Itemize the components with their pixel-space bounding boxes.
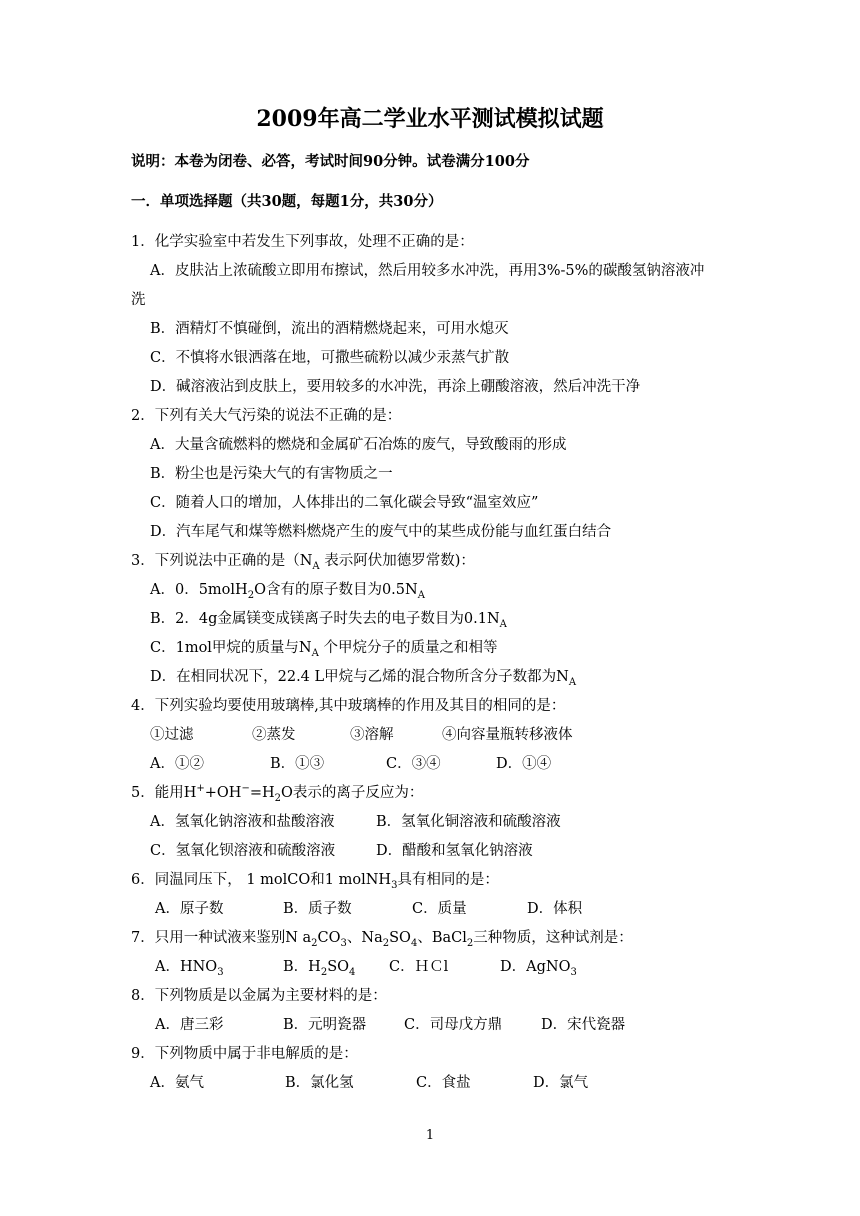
question-4-item-2: ②蒸发: [252, 727, 296, 743]
q7-s5: 2: [466, 937, 474, 949]
question-8-option-d: D．宋代瓷器: [541, 1017, 626, 1033]
q7-a-pre: A．HNO: [155, 959, 218, 975]
q7-s2: 3: [340, 937, 347, 949]
question-2-option-d: D．汽车尾气和煤等燃料燃烧产生的废气中的某些成份能与血红蛋白结合: [150, 524, 612, 540]
q3-stem-pre: 3．下列说法中正确的是（N: [131, 553, 313, 569]
q3-a-sub: 2: [247, 589, 255, 601]
q5-sup-plus: +: [196, 783, 205, 795]
q7-b-sub2: 4: [349, 966, 356, 978]
question-9-option-b: B．氯化氢: [285, 1075, 354, 1091]
q7-d-sub: 3: [570, 966, 577, 978]
q3-a-pre: A．0．5molH: [150, 582, 248, 598]
q7-s4: 4: [410, 937, 418, 949]
question-1-stem: 1．化学实验室中若发生下列事故，处理不正确的是：: [131, 234, 474, 250]
q7-b-pre: B．H: [283, 959, 321, 975]
q3-c-subA: A: [311, 647, 319, 659]
question-2-option-b: B．粉尘也是污染大气的有害物质之一: [150, 466, 393, 482]
q7-b-sub: 2: [320, 966, 328, 978]
question-8-option-c: C．司母戊方鼎: [404, 1017, 503, 1033]
q3-stem-post: 表示阿伏加德罗常数)：: [319, 553, 475, 569]
question-1-option-b: B．酒精灯不慎碰倒，流出的酒精燃烧起来，可用水熄灭: [150, 321, 509, 337]
q3-c-pre: C．1mol甲烷的质量与N: [150, 640, 312, 656]
question-9-stem: 9．下列物质中属于非电解质的是：: [131, 1046, 358, 1062]
question-1-option-c: C．不慎将水银洒落在地，可撒些硫粉以减少汞蒸气扩散: [150, 350, 510, 366]
question-1-option-a: A．皮肤沾上浓硫酸立即用布擦试，然后用较多水冲洗，再用3%-5%的碳酸氢钠溶液冲: [150, 263, 705, 279]
q7-s3: 2: [382, 937, 390, 949]
question-6-option-d: D．体积: [527, 901, 583, 917]
q6-sub: 3: [391, 879, 398, 891]
question-6-option-a: A．原子数: [155, 901, 224, 917]
q3-c-post: 个甲烷分子的质量之和相等: [318, 640, 498, 656]
question-4-option-d: D．①④: [496, 756, 552, 772]
question-4-stem: 4．下列实验均要使用玻璃棒,其中玻璃棒的作用及其目的相同的是：: [131, 698, 566, 714]
question-5-option-a: A．氢氧化钠溶液和盐酸溶液: [150, 814, 335, 830]
question-6-stem: [131, 870, 499, 890]
q5-sub: 2: [274, 792, 282, 804]
question-8-option-a: A．唐三彩: [155, 1017, 224, 1033]
question-9-option-c: C．食盐: [416, 1075, 471, 1091]
q3-sub: A: [312, 560, 320, 572]
question-2-option-c: C．随着人口的增加，人体排出的二氧化碳会导致“温室效应”: [150, 495, 539, 511]
q7-p5: 、BaCl: [417, 930, 467, 946]
question-4-item-1: ①过滤: [150, 727, 194, 743]
q7-p6: 三种物质，这种试剂是：: [473, 930, 633, 946]
question-4-option-c: C．③④: [386, 756, 441, 772]
question-5-option-c: C．氢氧化钡溶液和硫酸溶液: [150, 843, 336, 859]
q7-p3: 、Na: [346, 930, 383, 946]
q5-sup-minus: −: [241, 783, 250, 795]
q7-d-pre: D．AgNO: [500, 959, 571, 975]
question-4-option-a: A．①②: [150, 756, 204, 772]
q3-b-pre: B．2．4g金属镁变成镁离子时失去的电子数目为0.1N: [150, 611, 500, 627]
question-6-option-c: C．质量: [412, 901, 467, 917]
question-3-option-c: [150, 638, 497, 658]
question-6-option-b: B．质子数: [283, 901, 352, 917]
q7-b-post: SO: [327, 959, 350, 975]
question-3-stem: [131, 551, 475, 571]
section-heading: 一．单项选择题（共30题，每题1分，共30分）: [131, 193, 443, 210]
question-4-item-4: ④向容量瓶转移液体: [442, 727, 573, 743]
page-title: 2009年高二学业水平测试模拟试题: [256, 106, 604, 132]
q7-p2: CO: [317, 930, 341, 946]
question-2-stem: 2．下列有关大气污染的说法不正确的是：: [131, 408, 402, 424]
question-7-option-a: [155, 957, 224, 977]
q5-pre: 5．能用H: [131, 785, 197, 801]
q5-mid2: =H: [249, 785, 275, 801]
q7-a-sub: 3: [217, 966, 224, 978]
q6-post: 具有相同的是：: [397, 872, 499, 888]
question-4-option-b: B．①③: [270, 756, 325, 772]
question-9-option-a: A．氨气: [150, 1075, 204, 1091]
q7-p1: 7．只用一种试液来鉴别N a: [131, 930, 312, 946]
question-7-option-b: [283, 957, 355, 977]
q3-b-subA: A: [499, 618, 507, 630]
question-2-option-a: A．大量含硫燃料的燃烧和金属矿石冶炼的废气，导致酸雨的形成: [150, 437, 567, 453]
question-3-option-d: [150, 667, 576, 687]
q6-pre: 6．同温同压下， 1 molCO和1 molNH: [131, 872, 392, 888]
question-3-option-a: [150, 580, 425, 600]
question-7-option-d: [500, 957, 577, 977]
question-9-option-d: D．氯气: [533, 1075, 589, 1091]
q5-mid: +OH: [204, 785, 242, 801]
q5-post: O表示的离子反应为：: [281, 785, 424, 801]
q3-d-pre: D．在相同状况下，22.4 L甲烷与乙烯的混合物所含分子数都为N: [150, 669, 569, 685]
q3-a-subA: A: [417, 589, 425, 601]
question-1-option-d: D．碱溶液沾到皮肤上，要用较多的水冲洗，再涂上硼酸溶液，然后冲洗干净: [150, 379, 641, 395]
question-4-item-3: ③溶解: [350, 727, 394, 743]
question-7-option-c: C．ＨＣl: [389, 959, 449, 975]
q3-d-subA: A: [568, 676, 577, 688]
question-5-option-d: D．醋酸和氢氧化钠溶液: [376, 843, 533, 859]
question-5-stem: [131, 783, 423, 803]
q3-a-post: O含有的原子数目为0.5N: [254, 582, 418, 598]
question-8-stem: 8．下列物质是以金属为主要材料的是：: [131, 988, 387, 1004]
page-number: 1: [425, 1128, 435, 1143]
question-1-option-a-cont: 洗: [131, 292, 146, 308]
q7-s1: 2: [311, 937, 318, 949]
question-5-option-b: B．氢氧化铜溶液和硫酸溶液: [376, 814, 561, 830]
question-3-option-b: [150, 609, 507, 629]
exam-note: 说明：本卷为闭卷、必答，考试时间90分钟。试卷满分100分: [131, 153, 530, 170]
question-8-option-b: B．元明瓷器: [283, 1017, 367, 1033]
question-7-stem: [131, 928, 633, 948]
q7-p4: SO: [389, 930, 411, 946]
